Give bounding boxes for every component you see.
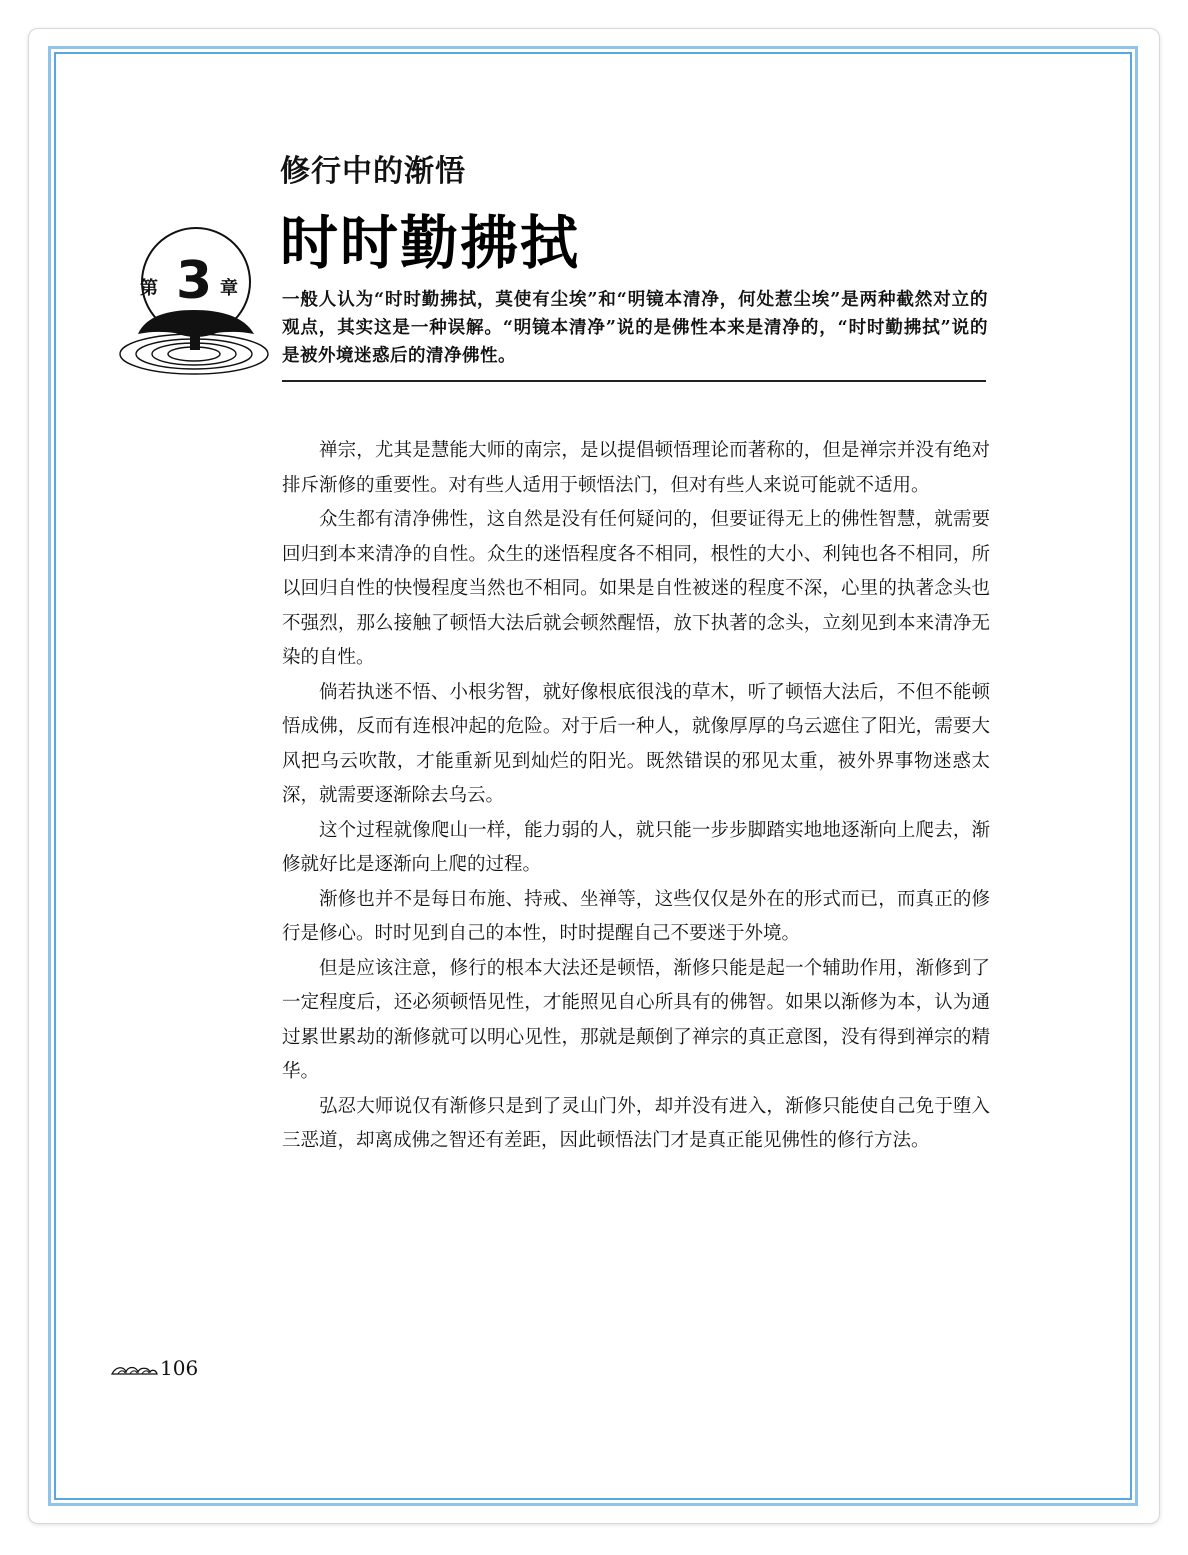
chapter-prefix: 第 (140, 278, 158, 299)
paragraph: 这个过程就像爬山一样，能力弱的人，就只能一步步脚踏实地地逐渐向上爬去，渐修就好比是逐渐向上爬的过程。 (282, 819, 990, 875)
paragraph: 禅宗，尤其是慧能大师的南宗，是以提倡顿悟理论而著称的，但是禅宗并没有绝对排斥渐修的重要性。对有些人适用于顿悟法门，但对有些人来说可能就不适用。 (282, 440, 990, 496)
divider (282, 380, 986, 382)
page-number-text: 106 (160, 1356, 199, 1380)
chapter-intro: 一般人认为“时时勤拂拭，莫使有尘埃”和“明镜本清净，何处惹尘埃”是两种截然对立的观点，其实这是一种误解。“明镜本清净”说的是佛性本来是清净的，“时时勤拂拭”说的是被外境迷惑后的清净佛性。 (282, 290, 988, 366)
paragraph: 弘忍大师说仅有渐修只是到了灵山门外，却并没有进入，渐修只能使自己免于堕入三恶道，却离成佛之智还有差距，因此顿悟法门才是真正能见佛性的修行方法。 (282, 1095, 990, 1151)
section-subtitle: 修行中的渐悟 (280, 154, 466, 189)
chapter-suffix: 章 (220, 278, 238, 299)
chapter-emblem (116, 226, 276, 386)
page-title: 时时勤拂拭 (280, 209, 581, 277)
chapter-number: 3 (176, 251, 213, 311)
paragraph: 倘若执迷不悟、小根劣智，就好像根底很浅的草木，听了顿悟大法后，不但不能顿悟成佛，反而有连根冲起的危险。对于后一种人，就像厚厚的乌云遮住了阳光，需要大风把乌云吹散，才能重新见到灿烂的阳光。既然错误的邪见太重，被外界事物迷惑太深，就需要逐渐除去乌云。 (282, 681, 990, 806)
page-number (110, 1358, 198, 1378)
paragraph: 但是应该注意，修行的根本大法还是顿悟，渐修只能是起一个辅助作用，渐修到了一定程度后，还必须顿悟见性，才能照见自心所具有的佛智。如果以渐修为本，认为通过累世累劫的渐修就可以明心见性，那就是颠倒了禅宗的真正意图，没有得到禅宗的精华。 (282, 957, 990, 1082)
cloud-ornament-icon (110, 1362, 158, 1378)
paragraph: 渐修也并不是每日布施、持戒、坐禅等，这些仅仅是外在的形式而已，而真正的修行是修心。时时见到自己的本性，时时提醒自己不要迷于外境。 (282, 888, 990, 944)
body-text (282, 434, 990, 1159)
paragraph: 众生都有清净佛性，这自然是没有任何疑问的，但要证得无上的佛性智慧，就需要回归到本来清净的自性。众生的迷悟程度各不相同，根性的大小、利钝也各不相同，所以回归自性的快慢程度当然也不相同。如果是自性被迷的程度不深，心里的执著念头也不强烈，那么接触了顿悟大法后就会顿然醒悟，放下执著的念头，立刻见到本来清净无染的自性。 (282, 509, 990, 668)
